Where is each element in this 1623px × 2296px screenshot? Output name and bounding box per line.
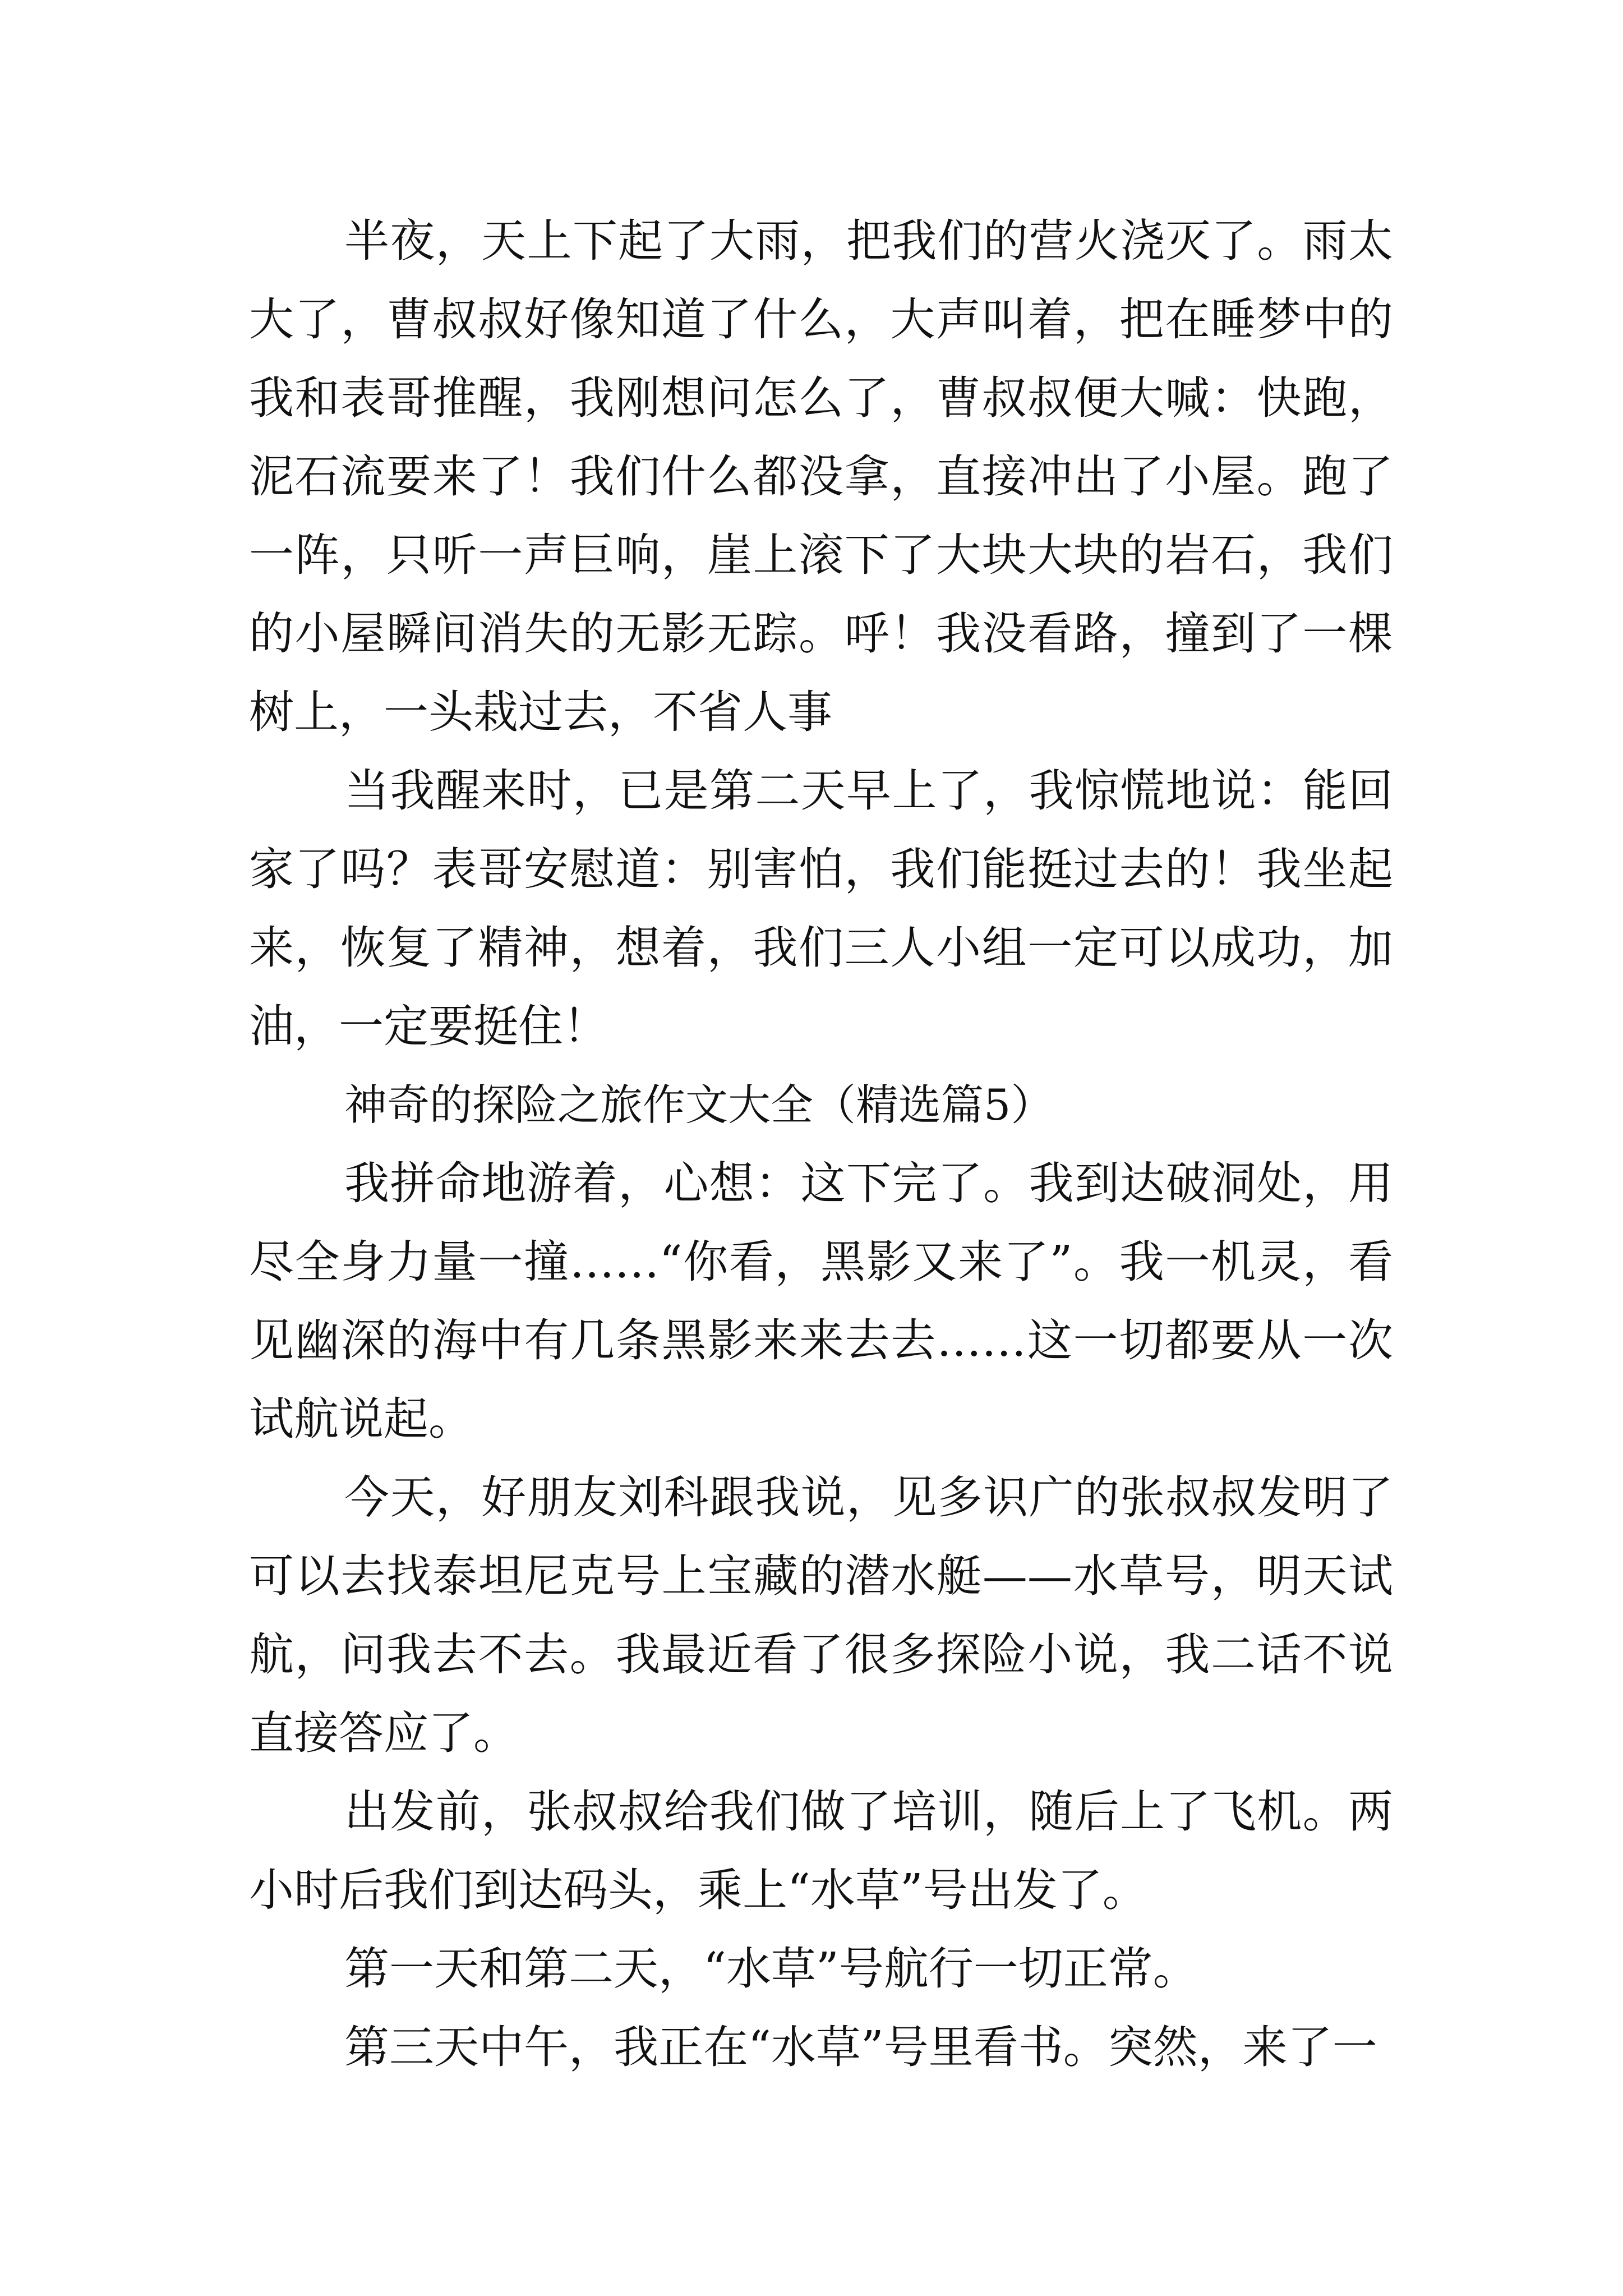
- section-heading: 神奇的探险之旅作文大全（精选篇5）: [344, 1080, 1054, 1130]
- paragraph-waking-up: 当我醒来时，已是第二天早上了，我惊慌地说：能回家了吗？表哥安慰道：别害怕，我们能挺过去的！我坐起来，恢复了精神，想着，我们三人小组一定可以成功，加油，一定要挺住！: [249, 765, 1393, 1052]
- paragraph-third-day: 第三天中午，我正在“水草”号里看书。突然，来了一: [344, 2021, 1377, 2073]
- paragraph-departure: 出发前，张叔叔给我们做了培训，随后上了飞机。两小时后我们到达码头，乘上“水草”号出发了。: [249, 1786, 1393, 1916]
- document-body: [249, 202, 1393, 2087]
- paragraph-swimming: 我拼命地游着，心想：这下完了。我到达破洞处，用尽全身力量一撞……“你看，黑影又来了”。我一机灵，看见幽深的海中有几条黑影来来去去……这一切都要从一次试航说起。: [249, 1157, 1393, 1445]
- paragraph-first-days: 第一天和第二天，“水草”号航行一切正常。: [344, 1943, 1198, 1995]
- paragraph-mudslide-night: 半夜，天上下起了大雨，把我们的营火浇灭了。雨太大了，曹叔叔好像知道了什么，大声叫着，把在睡梦中的我和表哥推醒，我刚想问怎么了，曹叔叔便大喊：快跑，泥石流要来了！我们什么都没拿，直接冲出了小屋。跑了一阵，只听一声巨响，崖上滚下了大块大块的岩石，我们的小屋瞬间消失的无影无踪。呼！我没看路，撞到了一棵树上，一头栽过去，不省人事: [249, 215, 1393, 738]
- paragraph-submarine-invite: 今天，好朋友刘科跟我说，见多识广的张叔叔发明了可以去找泰坦尼克号上宝藏的潜水艇——水草号，明天试航，问我去不去。我最近看了很多探险小说，我二话不说直接答应了。: [249, 1471, 1393, 1759]
